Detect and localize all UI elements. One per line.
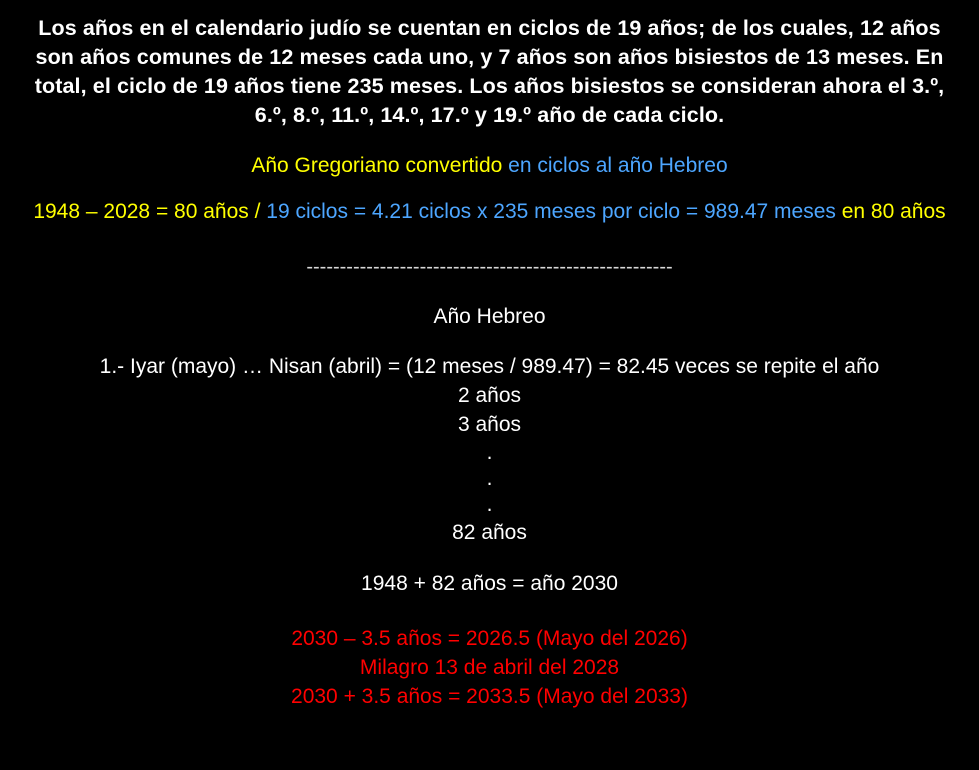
headline-part-hebrew: en ciclos al año Hebreo bbox=[502, 154, 728, 178]
ellipsis-dot-3: . bbox=[486, 493, 493, 517]
red-line-3: 2030 + 3.5 años = 2033.5 (Mayo del 2033) bbox=[291, 684, 688, 708]
spacer-6 bbox=[12, 548, 967, 570]
headline bbox=[12, 154, 967, 178]
ellipsis-dot-1: . bbox=[486, 440, 493, 464]
intro-paragraph: Los años en el calendario judío se cuentan en ciclos de 19 años; de los cuales, 12 años son años comunes de 12 meses cada uno, y 7 años son años bisiestos de 13 meses. En total, el ciclo de 19 años tiene 235 meses. Los años bisiestos se consideran ahora el 3.º, 6.º, 8.º, 11.º, 14.º, 17.º y 19.º año de cada ciclo. bbox=[34, 16, 945, 128]
sum-line: 1948 + 82 años = año 2030 bbox=[361, 571, 618, 595]
calculation-segment-cycles: 19 ciclos = 4.21 ciclos x 235 meses por ciclo = 989.47 meses bbox=[266, 200, 836, 224]
spacer-2 bbox=[12, 178, 967, 200]
spacer-7 bbox=[12, 599, 967, 625]
ellipsis-dot-2: . bbox=[486, 467, 493, 491]
spacer-3 bbox=[12, 224, 967, 256]
calculation-segment-years: 1948 – 2028 = 80 años / bbox=[33, 200, 267, 224]
calculation-segment-span: en 80 años bbox=[835, 200, 946, 224]
spacer-5 bbox=[12, 329, 967, 353]
hebrew-line-last: 82 años bbox=[452, 520, 527, 544]
section-subtitle: Año Hebreo bbox=[433, 305, 546, 329]
hebrew-line-2: 2 años bbox=[457, 384, 522, 408]
red-line-1: 2030 – 3.5 años = 2026.5 (Mayo del 2026) bbox=[291, 626, 688, 650]
hebrew-line-1: 1.- Iyar (mayo) … Nisan (abril) = (12 meses / 989.47) = 82.45 veces se repite el año bbox=[99, 355, 880, 379]
spacer-1 bbox=[12, 130, 967, 154]
spacer-4 bbox=[12, 279, 967, 305]
divider: ------------------------------------------------------- bbox=[306, 256, 673, 279]
calculation-line bbox=[12, 200, 967, 224]
headline-part-gregorian: Año Gregoriano convertido bbox=[251, 154, 503, 178]
red-line-2: Milagro 13 de abril del 2028 bbox=[359, 655, 620, 679]
hebrew-line-3: 3 años bbox=[457, 413, 522, 436]
